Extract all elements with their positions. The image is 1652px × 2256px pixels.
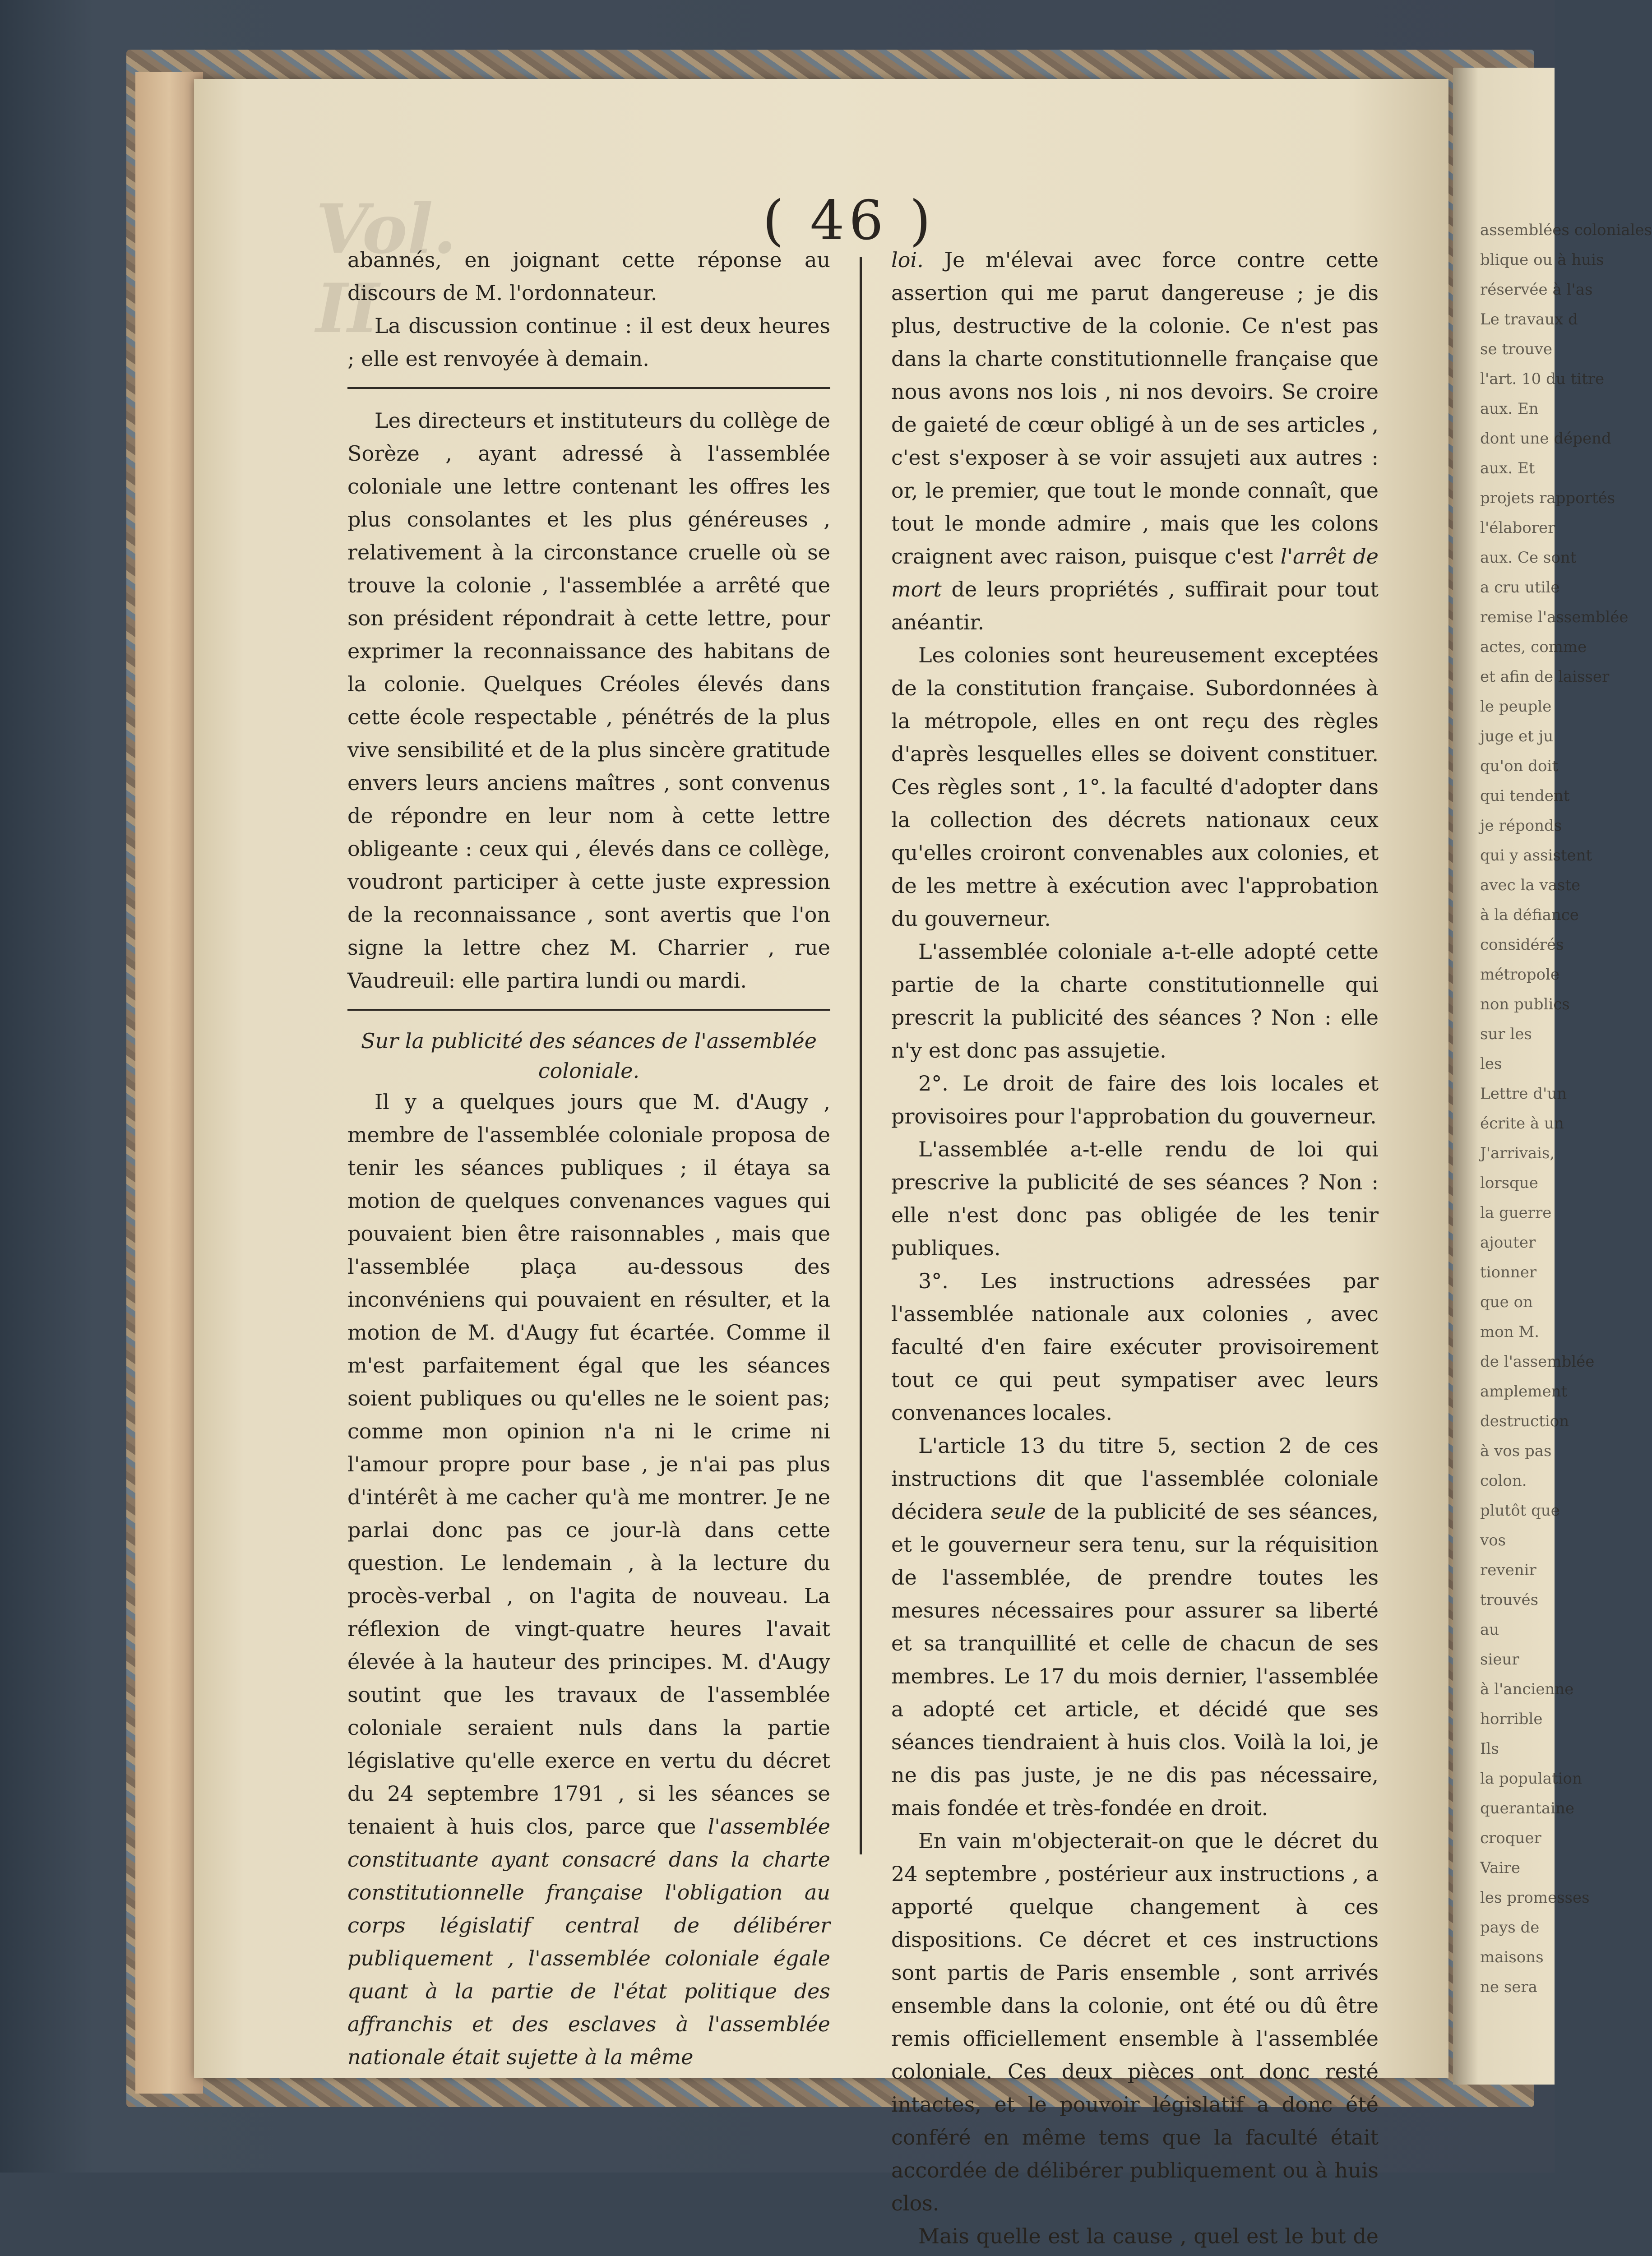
- paragraph-text: de la publicité de ses séances, et le gouverneur sera tenu, sur la réquisition de l'assemblée, de prendre toutes les mesures nécessaires pour assurer sa liberté et sa tranquillité et celle de chacun de ses membres. Le 17 du mois dernier, l'assemblée a adopté cet article, et décidé que ses séances tiendraient à huis clos. Voilà la loi, je ne dis pas juste, je ne dis pas nécessaire, mais fondée et très-fondée en droit.: [891, 1499, 1379, 1820]
- facing-page-fragment: a cru utile: [1480, 578, 1560, 596]
- facing-page-fragment: lorsque: [1480, 1174, 1538, 1192]
- facing-page-fragment: dont une dépend: [1480, 430, 1611, 448]
- paragraph: Les colonies sont heureusement exceptées de la constitution française. Subordonnées à la métropole, elles en ont reçu des règles d'après lesquelles elles se doivent constituer. Ces règles sont , 1°. la faculté d'adopter dans la collection des décrets nationaux ceux qu'elles croiront convenables aux colonies, et de les mettre à exécution avec l'approbation du gouverneur.: [891, 643, 1379, 931]
- page-number: ( 46 ): [763, 190, 935, 252]
- facing-page-fragment: sur les: [1480, 1025, 1532, 1043]
- facing-page-fragment: croquer: [1480, 1829, 1541, 1847]
- paragraph-text: Je m'élevai avec force contre cette assertion qui me parut dangereuse ; je dis plus, destructive de la colonie. Ce n'est pas dans la charte constitutionnelle française que nous avons nos lois , ni nos devoirs. Se croire de gaieté de cœur obligé à un de ses articles , c'est s'exposer à se voir assujeti aux autres : or, le premier, que tout le monde connaît, que tout le monde admire , mais que les colons craignent avec raison, puisque c'est: [891, 248, 1379, 569]
- facing-page-fragment: J'arrivais,: [1480, 1144, 1555, 1162]
- facing-page-fragment: Ils: [1480, 1740, 1499, 1758]
- facing-page-fragment: la guerre: [1480, 1204, 1552, 1222]
- facing-page-fragment: projets rapportés: [1480, 489, 1615, 507]
- column-divider: [860, 257, 862, 1854]
- right-column: [891, 244, 1379, 2256]
- facing-page-fragment: de l'assemblée: [1480, 1353, 1595, 1371]
- facing-page-fragment: à l'ancienne: [1480, 1680, 1574, 1698]
- left-column: [347, 244, 830, 2074]
- section-heading: Sur la publicité des séances de l'assemblée coloniale.: [361, 1029, 817, 1083]
- facing-page-fragment: que on: [1480, 1293, 1533, 1311]
- paragraph: [891, 1429, 1379, 1825]
- divider-rule: [347, 387, 830, 389]
- facing-page-fragment: les promesses: [1480, 1889, 1590, 1907]
- facing-page-fragment: se trouve: [1480, 340, 1552, 358]
- facing-page-fragment: je réponds: [1480, 817, 1562, 835]
- italic-text: l'arrêt de mort: [891, 544, 1379, 601]
- facing-page-fragment: vos: [1480, 1531, 1506, 1549]
- facing-page-fragment: aux. Ce sont: [1480, 549, 1577, 567]
- facing-page-fragment: amplement: [1480, 1382, 1568, 1401]
- bleed-through-text: Vol. II: [316, 190, 457, 348]
- facing-page-fragment: actes, comme: [1480, 638, 1587, 656]
- facing-page-fragment: les: [1480, 1055, 1502, 1073]
- facing-page-fragment: qu'on doit: [1480, 757, 1558, 775]
- paragraph-text: L'article 13 du titre 5, section 2 de ces instructions dit que l'assemblée coloniale décidera: [891, 1433, 1379, 1524]
- facing-page-fragment: mon M.: [1480, 1323, 1540, 1341]
- italic-text: l'assemblée constituante ayant consacré dans la charte constitutionnelle française l'obligation au corps législatif central de délibérer publiquement , l'assemblée coloniale égale quant à la partie de l'état politique des affranchis et des esclaves à l'assemblée nationale était sujette à la même: [347, 1814, 831, 2069]
- facing-page-fragment: qui y assistent: [1480, 846, 1592, 864]
- paragraph: 2°. Le droit de faire des lois locales et provisoires pour l'approbation du gouverneur.: [891, 1071, 1379, 1128]
- facing-page-fragment: aux. En: [1480, 400, 1539, 418]
- page-edge-band: [135, 72, 203, 2094]
- facing-page-fragment: réservée à l'as: [1480, 281, 1593, 299]
- facing-page-fragment: ne sera: [1480, 1978, 1537, 1996]
- paragraph: Les directeurs et instituteurs du collège de Sorèze , ayant adressé à l'assemblée coloniale une lettre contenant les offres les plus consolantes et les plus généreuses , relativement à la circonstance cruelle où se trouve la colonie , l'assemblée a arrêté que son président répondrait à cette lettre, pour exprimer la reconnaissance des habitans de la colonie. Quelques Créoles élevés dans cette école respectable , pénétrés de la plus vive sensibilité et de la plus sincère gratitude envers leurs anciens maîtres , sont convenus de répondre en leur nom à cette lettre obligeante : ceux qui , élevés dans ce collège, voudront participer à cette juste expression de la reconnaissance , sont avertis que l'on signe la lettre chez M. Charrier , rue Vaudreuil: elle partira lundi ou mardi.: [347, 408, 830, 993]
- paragraph: En vain m'objecterait-on que le décret du 24 septembre , postérieur aux instructions , a apporté quelque changement à ces dispositions. Ce décret et ces instructions sont partis de Paris ensemble , sont arrivés ensemble dans la colonie, ont été ou dû être remis officiellement ensemble à l'assemblée coloniale. Ces deux pièces ont donc resté intactes, et le pouvoir législatif a donc été conféré en même tems que la faculté était accordée de délibérer publiquement ou à huis clos.: [891, 1829, 1379, 2215]
- facing-page-fragment: le peuple: [1480, 698, 1552, 716]
- paragraph: [891, 244, 1379, 639]
- divider-rule: [347, 1009, 830, 1011]
- facing-page-fragment: pays de: [1480, 1919, 1540, 1937]
- facing-page-fragment: l'élaborer: [1480, 519, 1555, 537]
- facing-page-fragment: non publics: [1480, 995, 1570, 1013]
- facing-page-fragment: revenir: [1480, 1561, 1536, 1579]
- facing-page-fragment: et afin de laisser: [1480, 668, 1610, 686]
- facing-page-fragment: à vos pas: [1480, 1442, 1552, 1460]
- facing-page-fragment: à la défiance: [1480, 906, 1579, 924]
- facing-page-fragment: tionner: [1480, 1263, 1537, 1281]
- facing-page-fragment: au: [1480, 1621, 1499, 1639]
- paragraph: [347, 1086, 830, 2074]
- italic-text: loi.: [891, 248, 924, 272]
- facing-page: [1453, 68, 1652, 2085]
- facing-page-fragment: considérés: [1480, 936, 1564, 954]
- facing-page-fragment: ajouter: [1480, 1234, 1536, 1252]
- facing-page-fragment: assemblées coloniales: [1480, 221, 1652, 239]
- paragraph: L'assemblée coloniale a-t-elle adopté cette partie de la charte constitutionnelle qui prescrit la publicité des séances ? Non : elle n'y est donc pas assujetie.: [891, 939, 1379, 1063]
- paragraph: 3°. Les instructions adressées par l'assemblée nationale aux colonies , avec faculté d'en faire exécuter provisoirement tout ce qui peut sympatiser avec leurs convenances locales.: [891, 1269, 1379, 1425]
- facing-page-fragment: l'art. 10 du titre: [1480, 370, 1605, 388]
- paragraph-text: Il y a quelques jours que M. d'Augy , membre de l'assemblée coloniale proposa de tenir les séances publiques ; il étaya sa motion de quelques convenances vagues qui pouvaient bien être raisonnables , mais que l'assemblée plaça au-dessous des inconvéniens qui pouvaient en résulter, et la motion de M. d'Augy fut écartée. Comme il m'est parfaitement égal que les séances soient publiques ou qu'elles ne le soient pas; comme mon opinion n'a ni le crime ni l'amour propre pour base , je n'ai pas plus d'intérêt à me cacher qu'à me montrer. Je ne parlai donc pas ce jour-là dans cette question. Le lendemain , à la lecture du procès-verbal , on l'agita de nouveau. La réflexion de vingt-quatre heures l'avait élevée à la hauteur des principes. M. d'Augy soutint que les travaux de l'assemblée coloniale seraient nuls dans la partie législative qu'elle exerce en vertu du décret du 24 septembre 1791 , si les séances se tenaient à huis clos, parce que: [347, 1090, 830, 1839]
- facing-page-fragment: Le travaux d: [1480, 310, 1578, 328]
- facing-page-fragment: trouvés: [1480, 1591, 1539, 1609]
- facing-page-fragment: Lettre d'un: [1480, 1085, 1567, 1103]
- facing-page-fragment: écrite à un: [1480, 1114, 1564, 1133]
- paragraph-text: de leurs propriétés , suffirait pour tout anéantir.: [891, 577, 1379, 634]
- paragraph: abannés, en joignant cette réponse au discours de M. l'ordonnateur.: [347, 248, 830, 305]
- italic-text: seule: [990, 1499, 1046, 1524]
- facing-page-fragment: qui tendent: [1480, 787, 1570, 805]
- paragraph: Mais quelle est la cause , quel est le but de: [918, 2224, 1379, 2248]
- facing-page-fragment: la population: [1480, 1770, 1582, 1788]
- facing-page-fragment: horrible: [1480, 1710, 1543, 1728]
- facing-page-fragment: Vaire: [1480, 1859, 1520, 1877]
- facing-page-fragment: aux. Et: [1480, 459, 1535, 477]
- facing-page-fragment: querantaine: [1480, 1799, 1575, 1817]
- facing-page-fragment: destruction: [1480, 1412, 1569, 1430]
- facing-page-fragment: métropole: [1480, 966, 1559, 984]
- paragraph: L'assemblée a-t-elle rendu de loi qui prescrive la publicité de ses séances ? Non : elle n'est donc pas obligée de les tenir publiques.: [891, 1137, 1379, 1260]
- facing-page-fragment: maisons: [1480, 1948, 1544, 1966]
- facing-page-fragment: juge et ju: [1480, 727, 1554, 745]
- facing-page-fragment: avec la vaste: [1480, 876, 1581, 894]
- facing-page-fragment: plutôt que: [1480, 1502, 1560, 1520]
- facing-page-fragment: colon.: [1480, 1472, 1527, 1490]
- facing-page-fragment: blique ou à huis: [1480, 251, 1604, 269]
- paragraph: La discussion continue : il est deux heures ; elle est renvoyée à demain.: [347, 314, 830, 371]
- facing-page-fragment: remise l'assemblée: [1480, 608, 1629, 626]
- facing-page-fragment: sieur: [1480, 1650, 1519, 1669]
